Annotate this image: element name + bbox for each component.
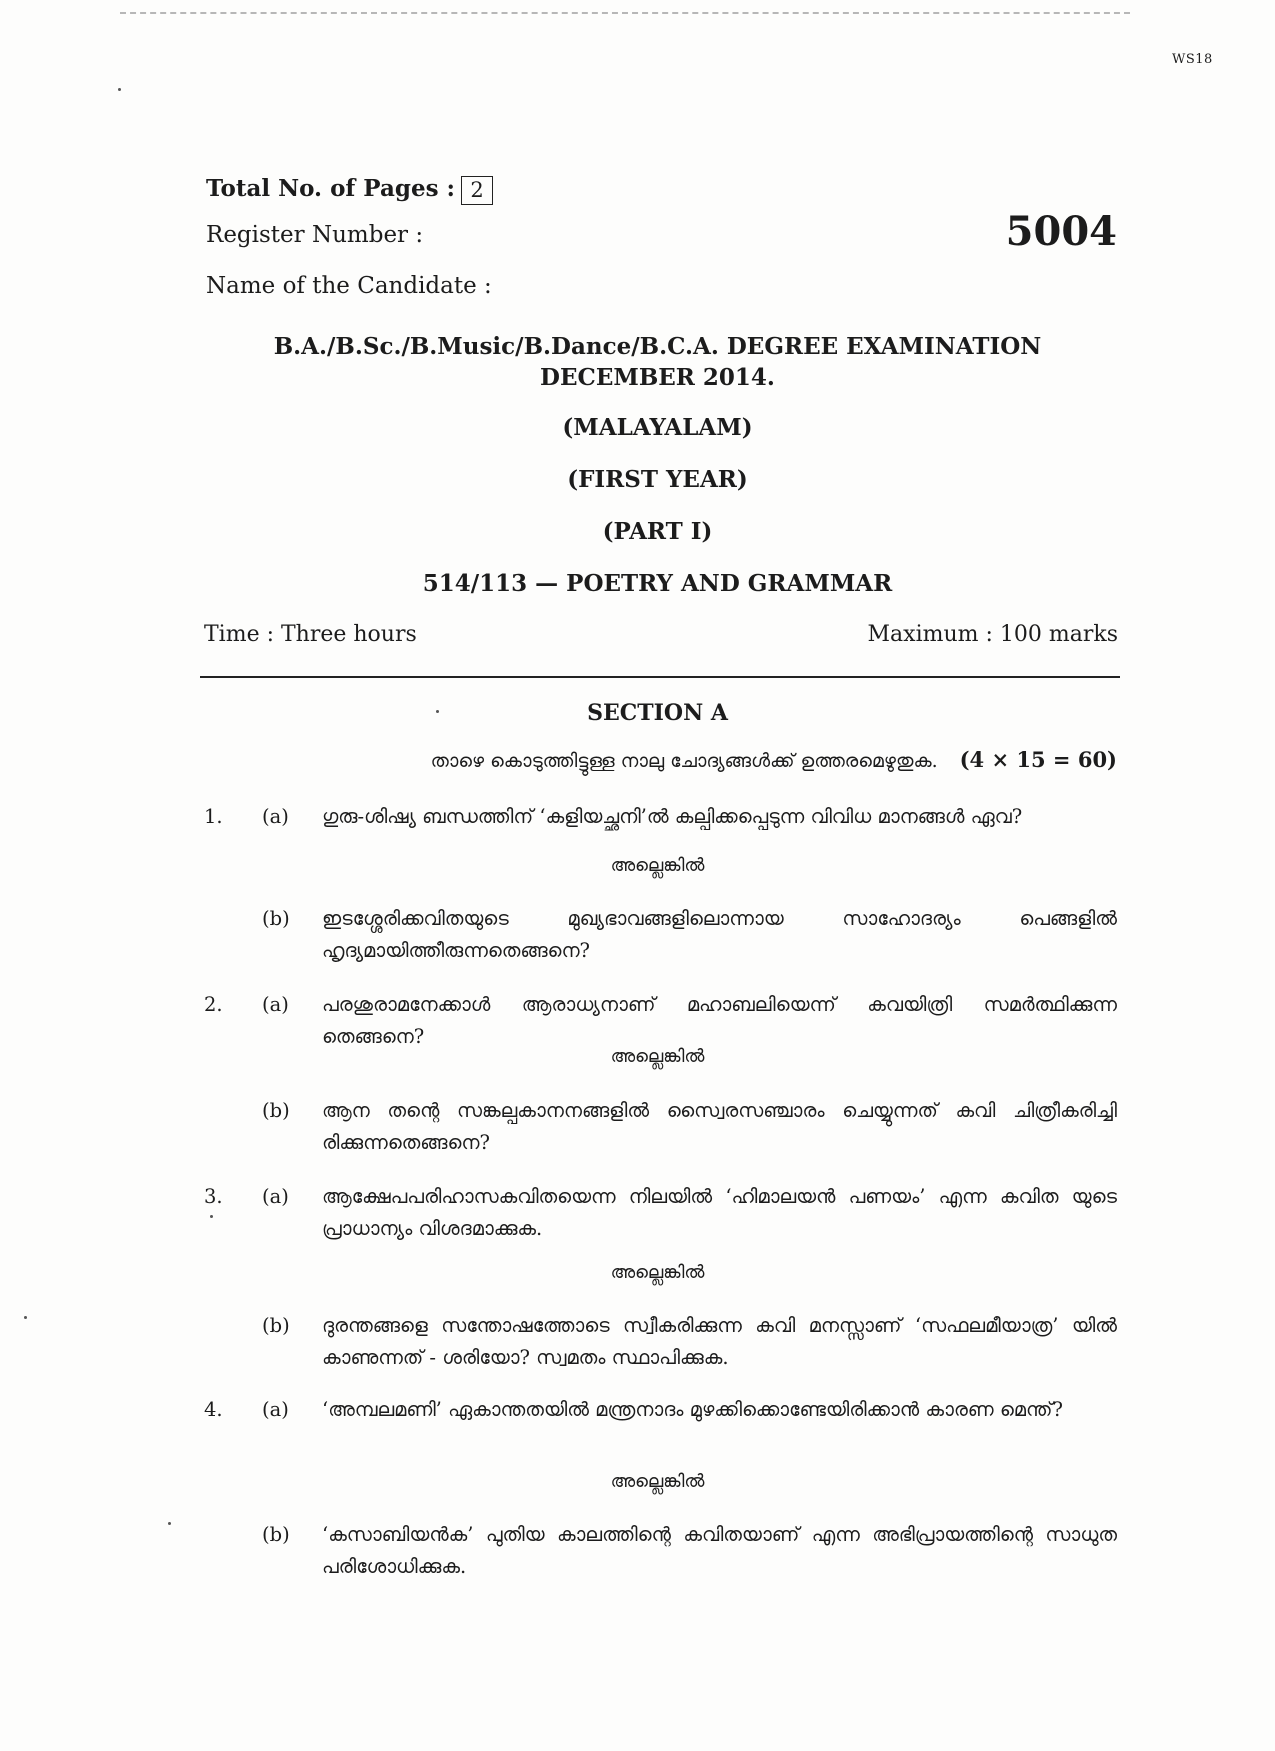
section-marks: (4 × 15 = 60)	[959, 747, 1117, 772]
course-title: 514/113 — POETRY AND GRAMMAR	[422, 570, 893, 597]
or-divider: അല്ലെങ്കിൽ	[610, 1262, 705, 1283]
question-text: ഇടശ്ശേരിക്കവിതയുടെ മുഖ്യഭാവങ്ങളിലൊന്നായ സാഹോദര്യം പെങ്ങളിൽ ഹൃദ്യമായിത്തീരുന്നതെങ്ങനെ?	[322, 907, 1117, 962]
question-text: പരശുരാമനേക്കാൾ ആരാധ്യനാണ് മഹാബലിയെന്ന് കവയിത്രി സമർത്ഥിക്കുന്ന തെങ്ങനെ?	[322, 993, 1117, 1048]
question-text: ആക്ഷേപപരിഹാസകവിതയെന്ന നിലയിൽ ‘ഹിമാലയൻ പണയം’ എന്ന കവിത യുടെ പ്രാധാന്യം വിശദമാക്കുക.	[322, 1185, 1117, 1240]
question-text: ദുരന്തങ്ങളെ സന്തോഷത്തോടെ സ്വീകരിക്കുന്ന കവി മനസ്സാണ് ‘സഫലമീയാത്ര’ യിൽ കാണുന്നത് - ശരിയോ? സ്വമതം സ്ഥാപിക്കുക.	[322, 1314, 1117, 1369]
scan-speck	[210, 1215, 213, 1218]
question-text: ‘അമ്പലമണി’ ഏകാന്തതയിൽ മന്ത്രനാദം മുഴക്കിക്കൊണ്ടേയിരിക്കാൻ കാരണ മെന്ത്?	[322, 1398, 1063, 1421]
paper-code: 5004	[1005, 208, 1117, 255]
section-title: SECTION A	[587, 700, 728, 726]
scan-speck	[168, 1522, 171, 1525]
option-label: (a)	[262, 1398, 289, 1421]
or-divider: അല്ലെങ്കിൽ	[610, 1046, 705, 1067]
option-label: (a)	[262, 993, 289, 1016]
question-number: 2.	[204, 993, 223, 1016]
scan-speck	[118, 88, 121, 91]
option-label: (b)	[262, 1099, 290, 1122]
option-label: (a)	[262, 805, 289, 828]
document-code: WS18	[1172, 52, 1213, 67]
exam-subject: (MALAYALAM)	[562, 414, 753, 441]
exam-title: B.A./B.Sc./B.Music/B.Dance/B.C.A. DEGREE EXAMINATION	[273, 333, 1042, 360]
time-label: Time : Three hours	[204, 622, 417, 647]
exam-month: DECEMBER 2014.	[540, 364, 775, 391]
or-divider: അല്ലെങ്കിൽ	[610, 1471, 705, 1492]
option-label: (b)	[262, 1314, 290, 1337]
section-instruction-row	[431, 747, 1117, 772]
register-number-label: Register Number :	[206, 222, 424, 248]
question-text: ‘കസാബിയൻക’ പുതിയ കാലത്തിന്റെ കവിതയാണ് എന്ന അഭിപ്രായത്തിന്റെ സാധുത പരിശോധിക്കുക.	[322, 1523, 1117, 1578]
section-instruction: താഴെ കൊടുത്തിട്ടുള്ള നാലു ചോദ്യങ്ങൾക്ക് ഉത്തരമെഴുതുക.	[430, 750, 938, 772]
scan-artifact	[120, 12, 1130, 14]
or-divider: അല്ലെങ്കിൽ	[610, 855, 705, 876]
option-label: (a)	[262, 1185, 289, 1208]
question-number: 1.	[204, 805, 223, 828]
time-marks-row	[204, 622, 1118, 647]
total-pages-label: Total No. of Pages :	[206, 175, 456, 202]
divider	[200, 676, 1120, 678]
exam-part: (PART I)	[602, 518, 713, 545]
total-pages-row	[206, 175, 493, 205]
question-text: ഗുരു-ശിഷ്യ ബന്ധത്തിന് ‘കളിയച്ഛനി’ൽ കല്പിക്കപ്പെടുന്ന വിവിധ മാനങ്ങൾ ഏവ?	[322, 805, 1023, 828]
question-number: 4.	[204, 1398, 223, 1421]
scan-speck	[24, 1316, 27, 1319]
question-text: ആന തന്റെ സങ്കല്പകാനനങ്ങളിൽ സ്വൈരസഞ്ചാരം ചെയ്യുന്നത് കവി ചിത്രീകരിച്ചി രിക്കുന്നതെങ്ങനെ?	[322, 1099, 1117, 1154]
max-marks-label: Maximum : 100 marks	[867, 622, 1118, 647]
total-pages-box: 2	[461, 176, 493, 205]
question-number: 3.	[204, 1185, 223, 1208]
option-label: (b)	[262, 1523, 290, 1546]
option-label: (b)	[262, 907, 290, 930]
candidate-name-label: Name of the Candidate :	[206, 273, 492, 299]
exam-year: (FIRST YEAR)	[567, 466, 748, 493]
